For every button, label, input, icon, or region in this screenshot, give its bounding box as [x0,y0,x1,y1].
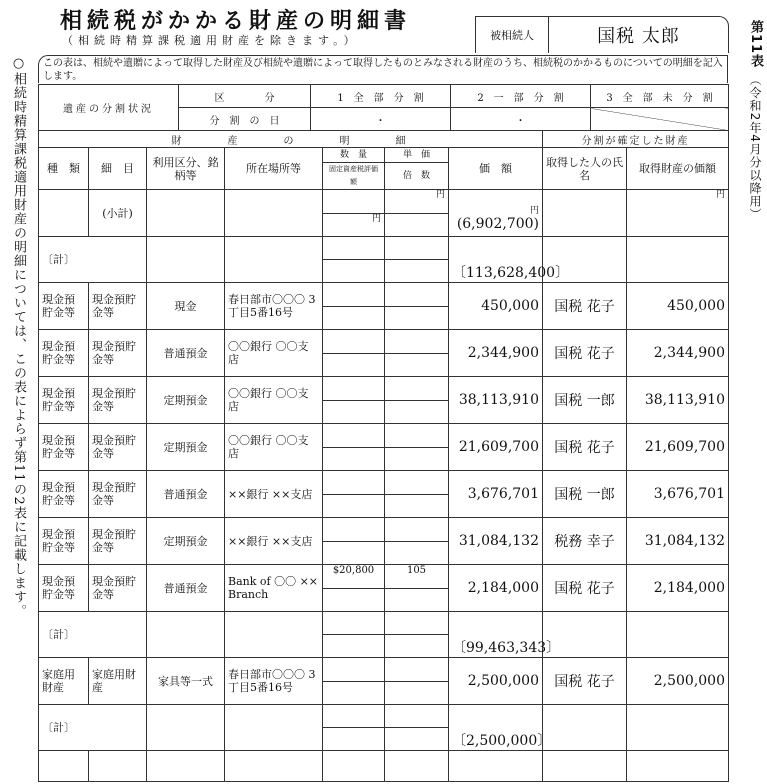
decedent-label: 被相続人 [476,17,549,53]
row-location: 〇〇銀行 〇〇支店 [225,424,323,471]
row-value: 2,500,000 [449,658,543,705]
row-acquirer: 国税 花子 [543,658,627,705]
row-usage: 普通預金 [147,565,225,612]
row-acquirer: 国税 一郎 [543,377,627,424]
row-acquired-value: 31,084,132 [627,518,729,565]
form-number-side [745,20,765,221]
total-value: 〔113,628,400〕 [449,237,543,283]
col-fixed-asset: 固定資産税評価額 [323,163,385,190]
subtotal-row [39,190,729,214]
side-note: ○相続時精算課税適用財産の明細については、この表によらず第11の2表に記載します。 [11,56,26,618]
col-location: 所在場所等 [225,148,323,190]
row-unit-price [385,424,449,448]
total-label: 〔計〕 [39,237,147,283]
property-detail-header: 財 産 の 明 細 [39,131,543,148]
row-item: 現金預貯金等 [89,377,147,424]
row-item: 現金預貯金等 [89,424,147,471]
col-acquired-value: 取得財産の価額 [627,148,729,190]
row-value: 2,344,900 [449,330,543,377]
col-type: 種 類 [39,148,89,190]
yen-mark: 円 [385,190,449,214]
total-row [39,705,729,728]
property-row[interactable] [39,330,729,354]
row-value: 31,084,132 [449,518,543,565]
row-acquirer: 税務 幸子 [543,518,627,565]
row-item: 現金預貯金等 [89,283,147,330]
row-type: 現金預貯金等 [39,424,89,471]
total-value: 〔2,500,000〕 [449,705,543,751]
row-acquired-value: 2,184,000 [627,565,729,612]
property-row[interactable] [39,424,729,448]
split-row1-label: 区 分 [179,85,311,108]
total-row [39,237,729,260]
row-unit-price [385,377,449,401]
split-option-undivided[interactable]: 3 全 部 未 分 割 [591,85,729,108]
col-multiplier: 倍 数 [385,163,449,190]
row-acquirer: 国税 一郎 [543,471,627,518]
row-location: ××銀行 ××支店 [225,518,323,565]
form-period: （令和2年4月分以降用） [748,73,762,221]
row-value: 3,676,701 [449,471,543,518]
row-item: 家庭用財産 [89,658,147,705]
total-label: 〔計〕 [39,612,147,658]
row-usage: 定期預金 [147,518,225,565]
split-date-1[interactable]: ・ [311,108,451,131]
row-usage: 定期預金 [147,424,225,471]
row-type: 現金預貯金等 [39,283,89,330]
row-usage: 現金 [147,283,225,330]
col-item: 細 目 [89,148,147,190]
col-acquirer: 取得した人の氏名 [543,148,627,190]
property-row[interactable] [39,471,729,495]
property-row[interactable] [39,658,729,682]
row-usage: 普通預金 [147,471,225,518]
row-acquired-value: 3,676,701 [627,471,729,518]
row-quantity [323,330,385,354]
row-unit-price: 105 [385,565,449,589]
col-usage: 利用区分、銘柄等 [147,148,225,190]
row-acquirer: 国税 花子 [543,565,627,612]
property-row[interactable] [39,518,729,542]
row-acquired-value: 2,500,000 [627,658,729,705]
total-value: 〔99,463,343〕 [449,612,543,658]
row-unit-price [385,330,449,354]
split-option-full[interactable]: 1 全 部 分 割 [311,85,451,108]
row-usage: 普通預金 [147,330,225,377]
row-type: 現金預貯金等 [39,518,89,565]
property-row[interactable] [39,283,729,307]
col-value: 価 額 [449,148,543,190]
row-type: 現金預貯金等 [39,377,89,424]
split-row2-label: 分 割 の 日 [179,108,311,131]
row-item: 現金預貯金等 [89,330,147,377]
row-quantity [323,377,385,401]
row-quantity: $20,800 [323,565,385,589]
yen-mark: 円 [627,190,729,237]
row-value: 2,184,000 [449,565,543,612]
row-acquirer: 国税 花子 [543,283,627,330]
row-unit-price [385,518,449,542]
row-unit-price [385,283,449,307]
row-location: 春日部市〇〇〇 3丁目5番16号 [225,283,323,330]
subtotal-amount: (6,902,700) [456,216,539,232]
row-location: 〇〇銀行 〇〇支店 [225,377,323,424]
decedent-name[interactable]: 国税 太郎 [597,26,680,47]
col-unit-price: 単 価 [385,148,449,163]
row-usage: 定期預金 [147,377,225,424]
row-type: 現金預貯金等 [39,330,89,377]
subtotal-value [449,190,543,237]
yen-mark: 円 [323,213,385,237]
row-acquired-value: 2,344,900 [627,330,729,377]
form-subtitle: （相続時精算課税適用財産を除きます。） [62,34,360,47]
row-unit-price [385,471,449,495]
row-location: Bank of 〇〇 ×× Branch [225,565,323,612]
row-item: 現金預貯金等 [89,471,147,518]
row-value: 450,000 [449,283,543,330]
row-quantity [323,283,385,307]
row-acquirer: 国税 花子 [543,424,627,471]
row-type: 家庭用財産 [39,658,89,705]
split-status-table [38,84,729,131]
split-status-label: 遺産の分割状況 [39,85,179,131]
row-quantity [323,471,385,495]
row-value: 38,113,910 [449,377,543,424]
row-type: 現金預貯金等 [39,471,89,518]
property-row[interactable] [39,377,729,401]
yen-mark: 円 [529,206,539,216]
form-title: 相続税がかかる財産の明細書 [60,9,412,34]
split-date-2[interactable]: ・ [451,108,591,131]
subtotal-label: (小計) [89,190,147,237]
split-option-partial[interactable]: 2 一 部 分 割 [451,85,591,108]
row-location: 〇〇銀行 〇〇支店 [225,330,323,377]
row-acquired-value: 450,000 [627,283,729,330]
row-acquirer: 国税 花子 [543,330,627,377]
row-item: 現金預貯金等 [89,518,147,565]
total-row [39,612,729,635]
row-quantity [323,424,385,448]
row-usage: 家具等一式 [147,658,225,705]
confirmed-header: 分割が確定した財産 [543,131,729,148]
row-item: 現金預貯金等 [89,565,147,612]
intro-note: この表は、相続や遺贈によって取得した財産及び相続や遺贈によって取得したものとみなされる財産のうち、相続税のかかるものについての明細を記入します。 [38,55,728,83]
row-acquired-value: 38,113,910 [627,377,729,424]
row-acquired-value: 21,609,700 [627,424,729,471]
col-quantity: 数 量 [323,148,385,163]
decedent-box [475,16,729,53]
row-location: ××銀行 ××支店 [225,471,323,518]
total-label: 〔計〕 [39,705,147,751]
form-number: 第11表 [748,20,763,69]
split-date-3 [591,108,729,131]
row-quantity [323,518,385,542]
row-type: 現金預貯金等 [39,565,89,612]
property-table [38,130,729,782]
row-location: 春日部市〇〇〇 3丁目5番16号 [225,658,323,705]
row-value: 21,609,700 [449,424,543,471]
property-row[interactable] [39,565,729,589]
